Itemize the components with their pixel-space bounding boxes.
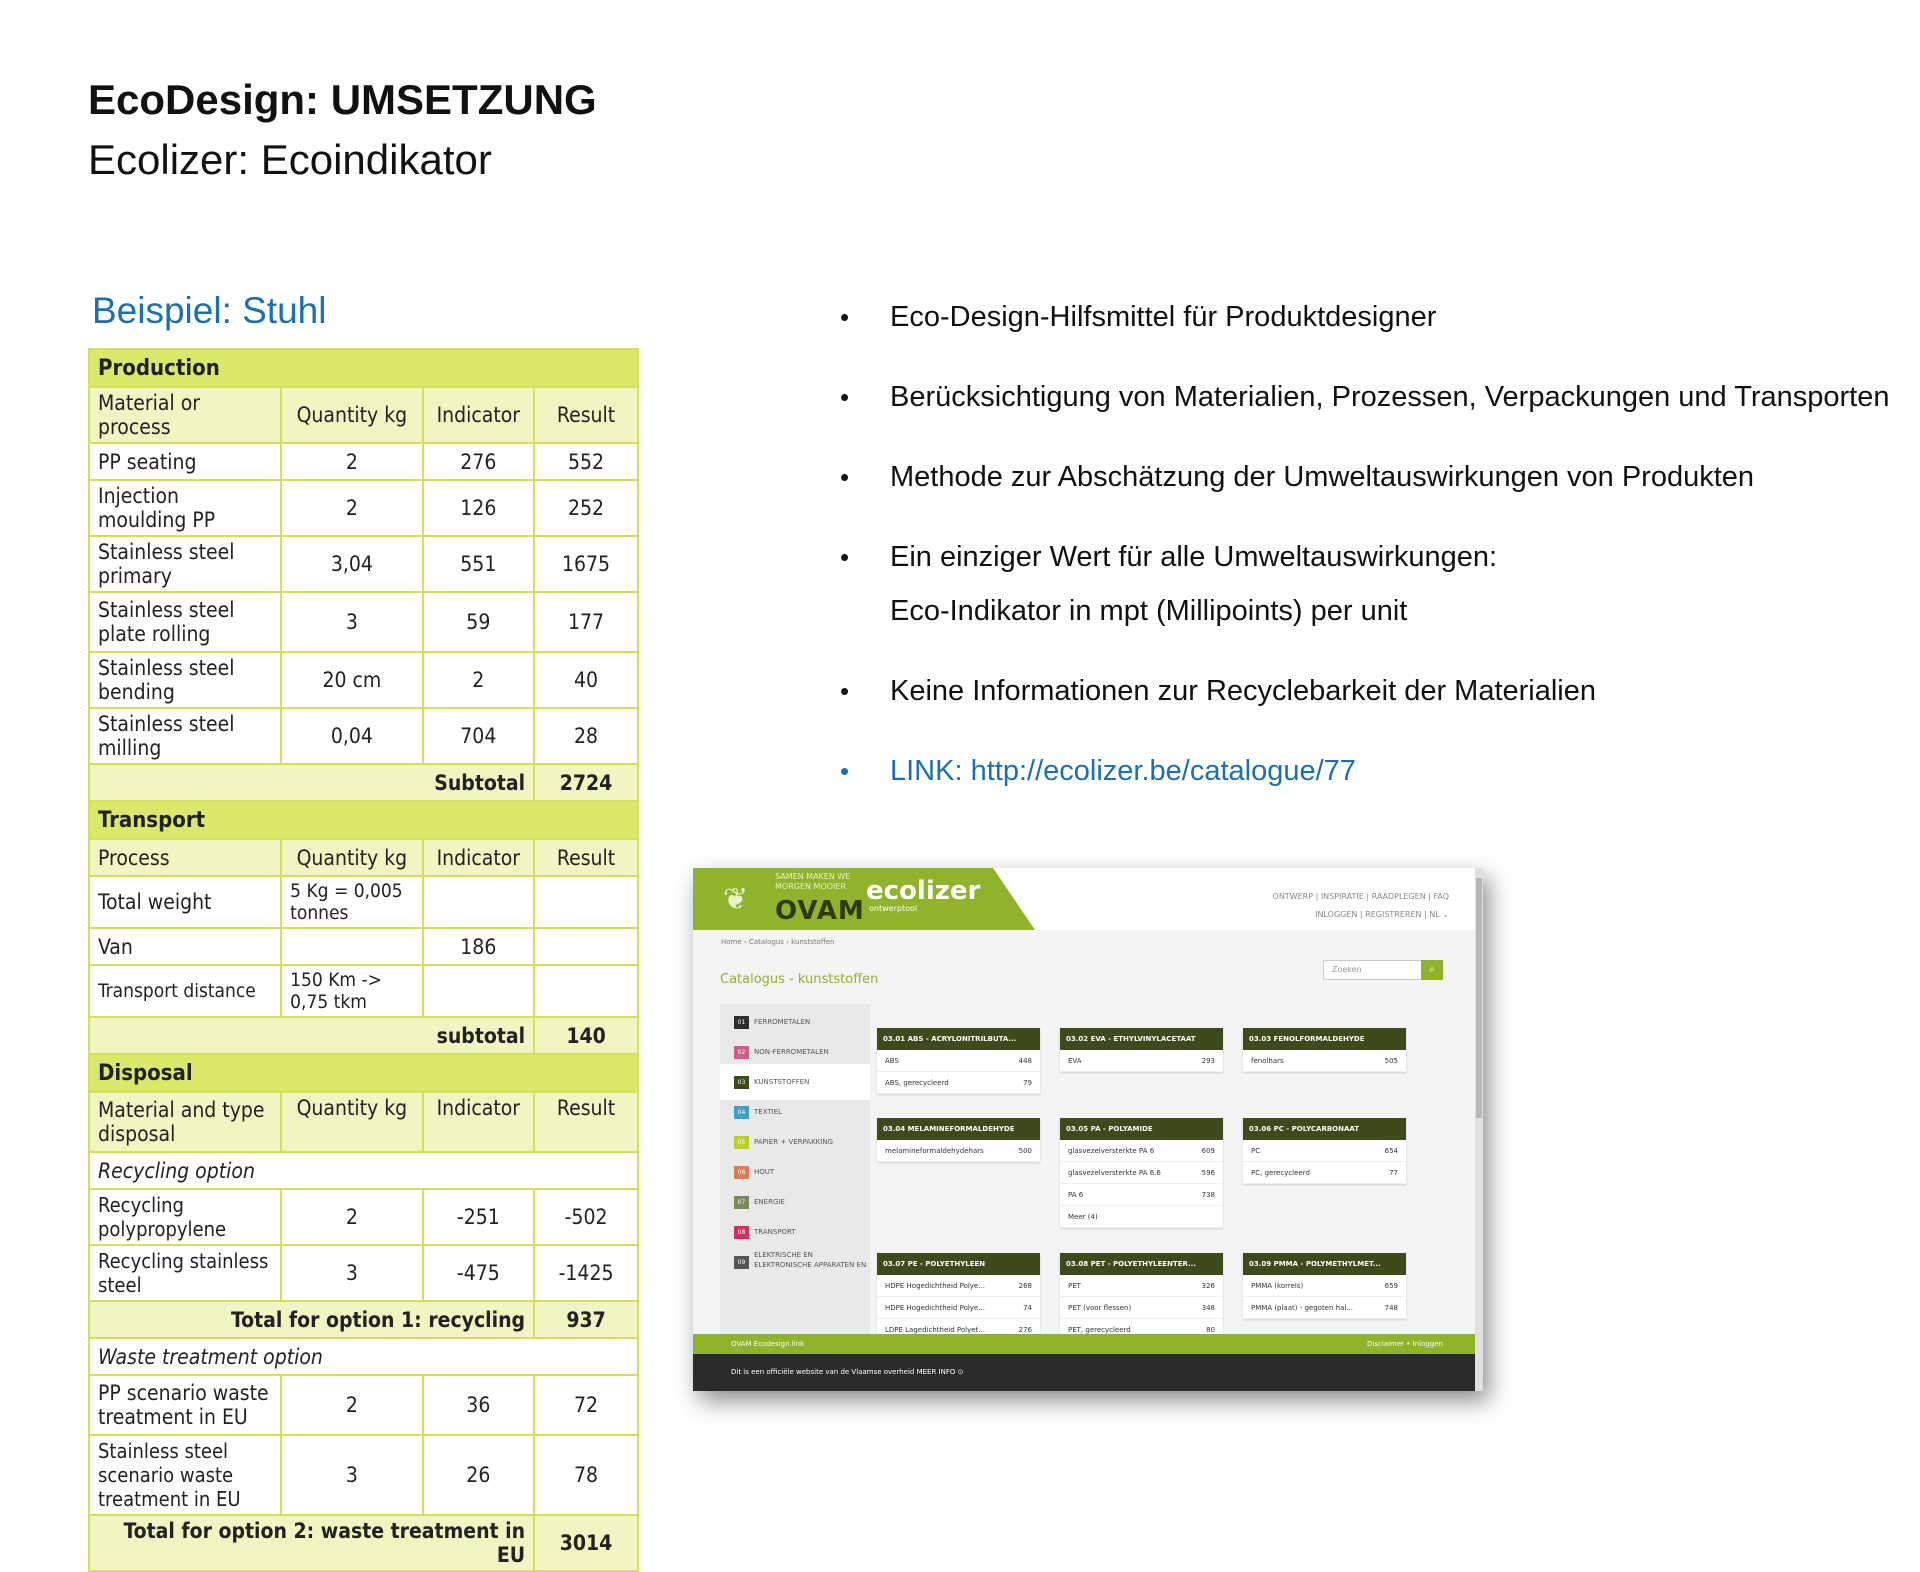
material-name: PMMA (korrels)	[1251, 1282, 1304, 1290]
table-cell: 704	[423, 708, 535, 764]
category-number: 05	[734, 1136, 749, 1149]
column-header: Quantity kg	[281, 839, 422, 876]
card-row	[877, 1297, 1040, 1319]
table-cell: 36	[423, 1375, 535, 1435]
subtotal-row	[89, 1017, 638, 1054]
total-row	[89, 1515, 638, 1571]
material-name: melamineformaldehydehars	[885, 1147, 984, 1155]
section-label: Transport	[89, 801, 638, 839]
table-cell: 3	[281, 1245, 422, 1301]
material-value: 596	[1201, 1169, 1215, 1177]
material-name: glasvezelversterkte PA 6.6	[1068, 1169, 1161, 1177]
tagline: SAMEN MAKEN WE MORGEN MOOIER	[775, 872, 851, 891]
table-cell: 3	[281, 1435, 422, 1515]
scrollbar-thumb	[1476, 878, 1482, 1118]
table-cell: 551	[423, 536, 535, 592]
table-cell: -1425	[534, 1245, 638, 1301]
table-cell: Stainless steel milling	[89, 708, 281, 764]
table-cell: 1675	[534, 536, 638, 592]
table-cell: 276	[423, 443, 535, 480]
column-header: Material or process	[89, 387, 281, 443]
table-cell	[281, 928, 422, 965]
table-cell: 186	[423, 928, 535, 965]
card-row	[1060, 1184, 1223, 1206]
total-label: Total for option 1: recycling	[89, 1301, 534, 1338]
card-title: 03.09 PMMA - POLYMETHYLMET...	[1243, 1253, 1406, 1275]
material-card	[877, 1118, 1040, 1162]
table-cell: 150 Km -> 0,75 tkm	[281, 965, 422, 1017]
table-row	[89, 965, 638, 1017]
category-label: HOUT	[754, 1168, 775, 1176]
search-icon: ⌕	[1421, 960, 1443, 980]
table-section-row	[89, 349, 638, 387]
category-label: ELEKTRISCHE EN ELEKTRONISCHE APPARATEN EN	[754, 1251, 867, 1269]
table-cell: 5 Kg = 0,005 tonnes	[281, 876, 422, 928]
bullet-list	[838, 296, 1898, 830]
material-name: LDPE Lagedichtheid Polyet...	[885, 1326, 985, 1334]
table-cell: -251	[423, 1189, 535, 1245]
example-heading: Beispiel: Stuhl	[92, 290, 327, 331]
top-nav	[1273, 888, 1449, 924]
card-title: 03.07 PE - POLYETHYLEEN	[877, 1253, 1040, 1275]
category-label: ENERGIE	[754, 1198, 785, 1206]
table-cell: -502	[534, 1189, 638, 1245]
card-title: 03.06 PC - POLYCARBONAAT	[1243, 1118, 1406, 1140]
subtotal-value: 2724	[534, 764, 638, 801]
top-nav-line: ONTWERP | INSPIRATIE | RAADPLEGEN | FAQ	[1272, 892, 1449, 901]
column-header: Result	[534, 387, 638, 443]
table-row	[89, 1245, 638, 1301]
table-cell: 0,04	[281, 708, 422, 764]
table-cell: Stainless steel bending	[89, 652, 281, 708]
card-row	[877, 1072, 1040, 1094]
column-header: Result	[534, 1092, 638, 1152]
section-label: Disposal	[89, 1054, 638, 1092]
table-cell: 177	[534, 592, 638, 652]
category-number: 04	[734, 1106, 749, 1119]
bullet-text: Ein einziger Wert für alle Umweltauswirkungen:	[890, 541, 1498, 573]
material-card	[1243, 1253, 1406, 1319]
card-row	[877, 1050, 1040, 1072]
table-cell: Injection moulding PP	[89, 480, 281, 536]
material-card	[877, 1028, 1040, 1094]
card-row	[1243, 1140, 1406, 1162]
table-row	[89, 708, 638, 764]
option-label-row	[89, 1338, 638, 1375]
table-row	[89, 928, 638, 965]
total-label: Total for option 2: waste treatment in EU	[89, 1515, 534, 1571]
card-row	[1243, 1050, 1406, 1072]
site-footer	[693, 1334, 1483, 1354]
card-title: 03.08 PET - POLYETHYLEENTER...	[1060, 1253, 1223, 1275]
column-header: Process	[89, 839, 281, 876]
table-row	[89, 1375, 638, 1435]
option-label: Recycling option	[89, 1152, 638, 1189]
bullet-item	[838, 536, 1898, 632]
total-value: 937	[534, 1301, 638, 1338]
site-bottom-bar: Dit is een officiële website van de Vlaamse overheid MEER INFO ⊙	[693, 1354, 1483, 1391]
material-value: 348	[1201, 1304, 1215, 1312]
category-sidebar	[720, 1004, 870, 1374]
card-row	[1060, 1162, 1223, 1184]
top-nav-line: INLOGGEN | REGISTREREN | NL ⌄	[1315, 910, 1449, 919]
material-value: 505	[1384, 1057, 1398, 1065]
table-cell: 552	[534, 443, 638, 480]
material-card	[1243, 1028, 1406, 1072]
material-value: 609	[1201, 1147, 1215, 1155]
category-label: FERROMETALEN	[754, 1018, 811, 1026]
material-value: 448	[1018, 1057, 1032, 1065]
slide-title: EcoDesign: UMSETZUNG	[88, 76, 597, 123]
material-name: glasvezelversterkte PA 6	[1068, 1147, 1155, 1155]
footer-right-links: Disclaimer • Inloggen	[1367, 1340, 1443, 1348]
column-header: Indicator	[423, 1092, 535, 1152]
table-cell	[534, 965, 638, 1017]
table-header-row	[89, 839, 638, 876]
ecolizer-link[interactable]: • LINK: http://ecolizer.be/catalogue/77	[838, 750, 1898, 792]
material-value: 500	[1018, 1147, 1032, 1155]
material-value: 293	[1201, 1057, 1215, 1065]
category-label: PAPIER + VERPAKKING	[754, 1138, 833, 1146]
table-cell	[423, 876, 535, 928]
material-value: 738	[1201, 1191, 1215, 1199]
card-title: 03.02 EVA - ETHYLVINYLACETAAT	[1060, 1028, 1223, 1050]
material-value: 276	[1018, 1326, 1032, 1334]
category-label: TRANSPORT	[754, 1228, 796, 1236]
card-row	[1060, 1275, 1223, 1297]
subtotal-label: Subtotal	[89, 764, 534, 801]
column-header: Indicator	[423, 387, 535, 443]
card-title: 03.04 MELAMINEFORMALDEHYDE	[877, 1118, 1040, 1140]
table-row	[89, 536, 638, 592]
table-row	[89, 876, 638, 928]
material-name: PA 6	[1068, 1191, 1084, 1199]
material-name: PET	[1068, 1282, 1081, 1290]
bullet-item: • Keine Informationen zur Recyclebarkeit der Materialien	[838, 670, 1898, 712]
category-number: 07	[734, 1196, 749, 1209]
table-cell: Recycling polypropylene	[89, 1189, 281, 1245]
table-cell: 126	[423, 480, 535, 536]
material-name: ABS, gerecycleerd	[885, 1079, 949, 1087]
sidebar-item	[720, 1244, 870, 1280]
category-number: 01	[734, 1016, 749, 1029]
card-row	[1060, 1140, 1223, 1162]
option-label: Waste treatment option	[89, 1338, 638, 1375]
bullet-item: • Eco-Design-Hilfsmittel für Produktdesigner	[838, 296, 1898, 338]
card-row	[877, 1140, 1040, 1162]
table-cell: 2	[281, 443, 422, 480]
category-number: 02	[734, 1046, 749, 1059]
material-name: EVA	[1068, 1057, 1082, 1065]
table-header-row	[89, 1092, 638, 1152]
material-value: 80	[1206, 1326, 1215, 1334]
footer-left-text: OVAM Ecodesign.link	[731, 1340, 805, 1348]
table-row	[89, 1435, 638, 1515]
material-card	[1060, 1253, 1223, 1341]
search-input: Zoeken	[1323, 960, 1423, 980]
material-value: 79	[1023, 1079, 1032, 1087]
card-row	[1060, 1050, 1223, 1072]
category-label: NON-FERROMETALEN	[754, 1048, 829, 1056]
card-title: 03.05 PA - POLYAMIDE	[1060, 1118, 1223, 1140]
material-value: 77	[1389, 1169, 1398, 1177]
table-cell: 72	[534, 1375, 638, 1435]
table-cell: 2	[281, 480, 422, 536]
table-header-row	[89, 387, 638, 443]
category-label: KUNSTSTOFFEN	[754, 1078, 810, 1086]
card-title: 03.03 FENOLFORMALDEHYDE	[1243, 1028, 1406, 1050]
ecolizer-logo: ecolizer	[866, 876, 981, 906]
option-label-row	[89, 1152, 638, 1189]
table-cell: 28	[534, 708, 638, 764]
card-row	[877, 1275, 1040, 1297]
table-cell: Total weight	[89, 876, 281, 928]
card-row	[1243, 1297, 1406, 1319]
column-header: Result	[534, 839, 638, 876]
column-header: Quantity kg	[281, 1092, 422, 1152]
column-header: Indicator	[423, 839, 535, 876]
subtotal-label: subtotal	[89, 1017, 534, 1054]
column-header: Material and type disposal	[89, 1092, 281, 1152]
category-number: 06	[734, 1166, 749, 1179]
category-number: 08	[734, 1226, 749, 1239]
material-card	[877, 1253, 1040, 1341]
category-number: 03	[734, 1076, 749, 1089]
table-cell	[534, 876, 638, 928]
material-value: 654	[1384, 1147, 1398, 1155]
slide-subtitle: Ecolizer: Ecoindikator	[88, 136, 492, 183]
subtotal-row	[89, 764, 638, 801]
material-card	[1060, 1028, 1223, 1072]
table-section-row	[89, 801, 638, 839]
table-section-row	[89, 1054, 638, 1092]
table-cell: Stainless steel scenario waste treatment in EU	[89, 1435, 281, 1515]
eco-indicator-table	[88, 348, 639, 1572]
table-cell: Stainless steel plate rolling	[89, 592, 281, 652]
table-cell: 2	[281, 1189, 422, 1245]
material-value: 659	[1384, 1282, 1398, 1290]
table-cell: Recycling stainless steel	[89, 1245, 281, 1301]
table-cell: Stainless steel primary	[89, 536, 281, 592]
material-value: 268	[1018, 1282, 1032, 1290]
bullet-item: • Berücksichtigung von Materialien, Prozessen, Verpackungen und Transporten	[838, 376, 1898, 418]
material-name: HDPE Hogedichtheid Polye...	[885, 1282, 985, 1290]
material-name: PET (voor flessen)	[1068, 1304, 1132, 1312]
category-number: 09	[734, 1256, 749, 1269]
table-cell	[423, 965, 535, 1017]
material-value: 74	[1023, 1304, 1032, 1312]
table-row	[89, 480, 638, 536]
subtotal-value: 140	[534, 1017, 638, 1054]
total-row	[89, 1301, 638, 1338]
section-label: Production	[89, 349, 638, 387]
column-header: Quantity kg	[281, 387, 422, 443]
card-row	[1243, 1162, 1406, 1184]
ecolizer-website-screenshot	[693, 868, 1483, 1391]
more-link: Meer (4)	[1068, 1213, 1098, 1221]
material-value: 748	[1384, 1304, 1398, 1312]
table-cell: 40	[534, 652, 638, 708]
category-label: TEXTIEL	[754, 1108, 783, 1116]
table-row	[89, 592, 638, 652]
table-cell: 26	[423, 1435, 535, 1515]
catalog-title: Catalogus - kunststoffen	[720, 972, 879, 987]
table-cell: PP scenario waste treatment in EU	[89, 1375, 281, 1435]
table-cell: -475	[423, 1245, 535, 1301]
table-cell: 2	[423, 652, 535, 708]
material-name: ABS	[885, 1057, 899, 1065]
material-name: PC	[1251, 1147, 1261, 1155]
material-card	[1243, 1118, 1406, 1184]
table-cell: 20 cm	[281, 652, 422, 708]
table-cell: PP seating	[89, 443, 281, 480]
table-cell: 3,04	[281, 536, 422, 592]
table-cell: 2	[281, 1375, 422, 1435]
material-name: PET, gerecycleerd	[1068, 1326, 1131, 1334]
total-value: 3014	[534, 1515, 638, 1571]
table-cell: 78	[534, 1435, 638, 1515]
card-row	[1243, 1275, 1406, 1297]
table-row	[89, 652, 638, 708]
material-value: 326	[1201, 1282, 1215, 1290]
site-header	[693, 868, 1483, 930]
ecolizer-sub: ontwerptool	[869, 904, 918, 913]
material-name: fenolhars	[1251, 1057, 1284, 1065]
card-row	[1060, 1297, 1223, 1319]
ovam-logo: OVAM	[775, 896, 865, 926]
material-card	[1060, 1118, 1223, 1228]
bullet-item: • Methode zur Abschätzung der Umweltauswirkungen von Produkten	[838, 456, 1898, 498]
table-cell: Transport distance	[89, 965, 281, 1017]
table-cell: 252	[534, 480, 638, 536]
table-cell: 59	[423, 592, 535, 652]
table-row	[89, 1189, 638, 1245]
table-row	[89, 443, 638, 480]
table-cell: 3	[281, 592, 422, 652]
breadcrumb: Home › Catalogus › kunststoffen	[721, 938, 835, 946]
material-name: PC, gerecycleerd	[1251, 1169, 1310, 1177]
table-cell: Van	[89, 928, 281, 965]
bullet-text-continued: Eco-Indikator in mpt (Millipoints) per unit	[890, 595, 1408, 627]
material-name: PMMA (plaat) - gegoten hal...	[1251, 1304, 1353, 1312]
leaf-logo-icon: ❦	[723, 882, 749, 917]
material-name: HDPE Hogedichtheid Polye...	[885, 1304, 985, 1312]
table-cell	[534, 928, 638, 965]
card-row	[1060, 1206, 1223, 1228]
card-title: 03.01 ABS - ACRYLONITRILBUTA...	[877, 1028, 1040, 1050]
